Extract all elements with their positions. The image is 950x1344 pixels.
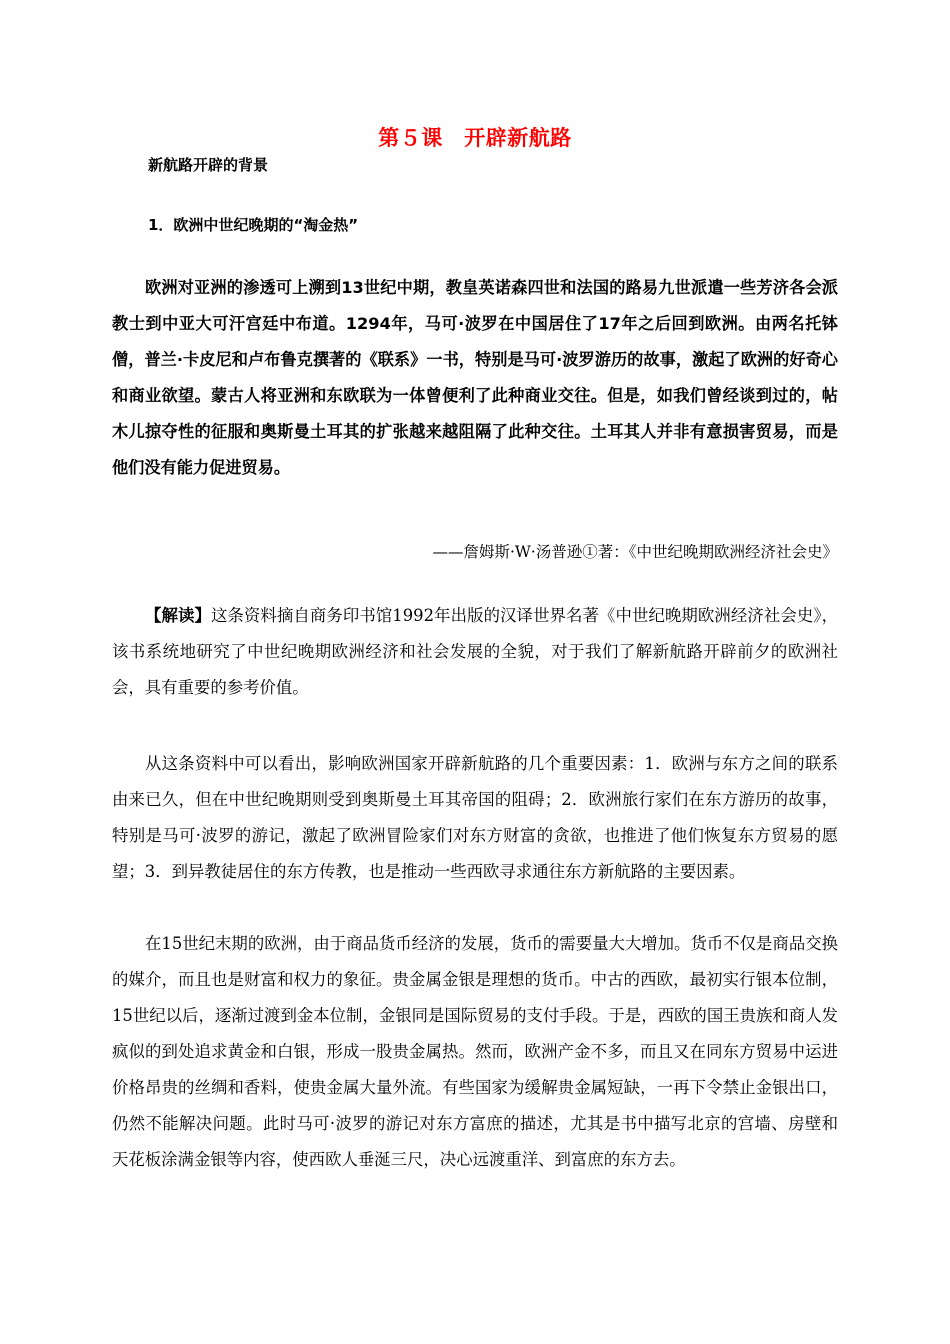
interpretation-text: 这条资料摘自商务印书馆1992年出版的汉译世界名著《中世纪晚期欧洲经济社会史》，该书系统地研究了中世纪晚期欧洲经济和社会发展的全貌，对于我们了解新航路开辟前夕的欧洲社会，具有重要的参考价值。	[112, 606, 838, 697]
interpretation-label: 【解读】	[145, 606, 211, 625]
lesson-title: 第５课 开辟新航路	[378, 126, 572, 150]
source-quote: 欧洲对亚洲的渗透可上溯到13世纪中期，教皇英诺森四世和法国的路易九世派遣一些芳济各会派教士到中亚大可汗宫廷中布道。1294年，马可·波罗在中国居住了17年之后回到欧洲。由两名托钵僧，普兰·卡皮尼和卢布鲁克撰著的《联系》一书，特别是马可·波罗游历的故事，激起了欧洲的好奇心和商业欲望。蒙古人将亚洲和东欧联为一体曾便利了此种商业交往。但是，如我们曾经谈到过的，帖木儿掠夺性的征服和奥斯曼土耳其的扩张越来越阻隔了此种交往。土耳其人并非有意损害贸易，而是他们没有能力促进贸易。	[112, 278, 838, 477]
factors-paragraph: 从这条资料中可以看出，影响欧洲国家开辟新航路的几个重要因素：1．欧洲与东方之间的联系由来已久，但在中世纪晚期则受到奥斯曼土耳其帝国的阻碍；2．欧洲旅行家们在东方游历的故事，特别是马可·波罗的游记，激起了欧洲冒险家们对东方财富的贪欲，也推进了他们恢复东方贸易的愿望；3．到异教徒居住的东方传教，也是推动一些西欧寻求通往东方新航路的主要因素。	[112, 754, 838, 881]
interpretation-paragraph	[112, 598, 838, 706]
section-heading: 新航路开辟的背景	[148, 156, 269, 174]
quote-citation: ——詹姆斯·W·汤普逊①著：《中世纪晚期欧洲经济社会史》	[432, 543, 838, 561]
subheading: 1．欧洲中世纪晚期的“淘金热”	[148, 216, 359, 234]
gold-paragraph: 在15世纪末期的欧洲，由于商品货币经济的发展，货币的需要量大大增加。货币不仅是商品交换的媒介，而且也是财富和权力的象征。贵金属金银是理想的货币。中古的西欧，最初实行银本位制，15世纪以后，逐渐过渡到金本位制，金银同是国际贸易的支付手段。于是，西欧的国王贵族和商人发疯似的到处追求黄金和白银，形成一股贵金属热。然而，欧洲产金不多，而且又在同东方贸易中运进价格昂贵的丝绸和香料，使贵金属大量外流。有些国家为缓解贵金属短缺，一再下令禁止金银出口，仍然不能解决问题。此时马可·波罗的游记对东方富庶的描述，尤其是书中描写北京的宫墙、房壁和天花板涂满金银等内容，使西欧人垂涎三尺，决心远渡重洋、到富庶的东方去。	[112, 934, 838, 1169]
